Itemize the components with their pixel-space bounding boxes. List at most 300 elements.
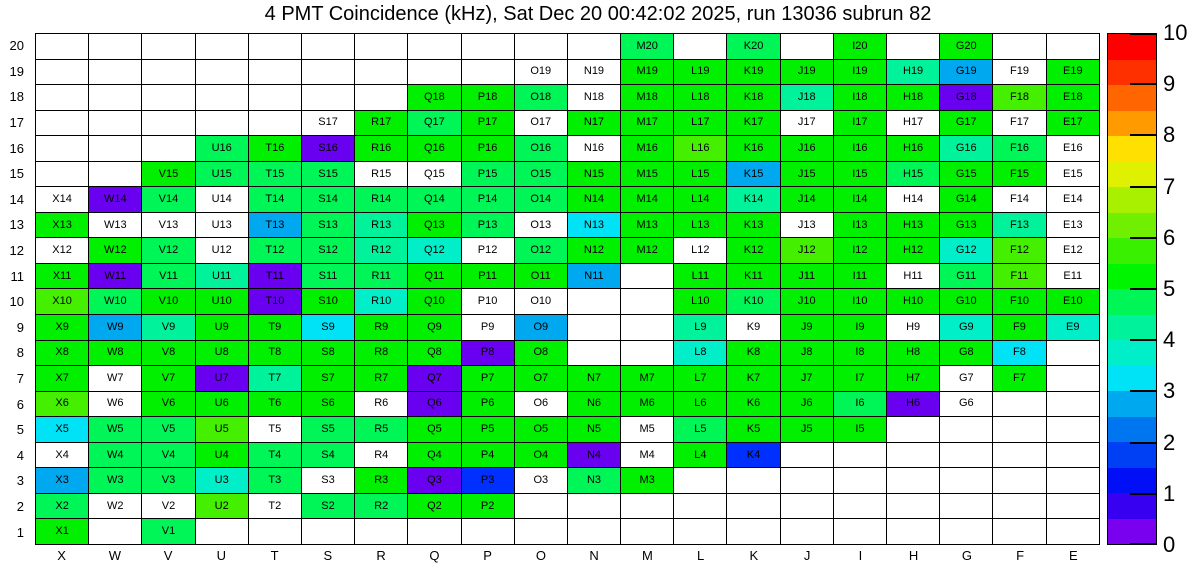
heatmap-cell: J5	[780, 417, 833, 443]
heatmap-cell	[89, 136, 142, 162]
heatmap-cell: R8	[355, 340, 408, 366]
heatmap-cell: N19	[567, 59, 620, 85]
col-label: I	[858, 548, 863, 563]
heatmap-cell: H11	[887, 263, 940, 289]
heatmap-cell	[195, 110, 248, 136]
heatmap-cell	[833, 493, 886, 519]
heatmap-cell: T8	[248, 340, 301, 366]
heatmap-row	[36, 442, 1100, 468]
heatmap-cell	[355, 34, 408, 60]
heatmap-cell: T11	[248, 263, 301, 289]
heatmap-cell	[408, 59, 461, 85]
heatmap-cell: K10	[727, 289, 780, 315]
heatmap-row	[36, 315, 1100, 341]
heatmap-cell: H13	[887, 212, 940, 238]
heatmap-cell: P14	[461, 187, 514, 213]
heatmap-cell: Q10	[408, 289, 461, 315]
heatmap-cell: I7	[833, 366, 886, 392]
heatmap-cell: X7	[36, 366, 89, 392]
col-label: T	[270, 548, 279, 563]
heatmap-cell: P11	[461, 263, 514, 289]
heatmap-cell	[36, 136, 89, 162]
heatmap-cell	[514, 493, 567, 519]
heatmap-cell	[1046, 468, 1099, 494]
heatmap-cell: U3	[195, 468, 248, 494]
heatmap-cell: S8	[301, 340, 354, 366]
heatmap-cell: O10	[514, 289, 567, 315]
heatmap-cell: J8	[780, 340, 833, 366]
heatmap-cell	[1046, 417, 1099, 443]
heatmap-cell: I19	[833, 59, 886, 85]
heatmap-cell	[195, 34, 248, 60]
row-label: 1	[16, 524, 24, 540]
heatmap-cell	[993, 34, 1046, 60]
heatmap-cell: P6	[461, 391, 514, 417]
heatmap-cell: F11	[993, 263, 1046, 289]
heatmap-row	[36, 238, 1100, 264]
row-label: 6	[16, 396, 24, 412]
heatmap-cell: Q3	[408, 468, 461, 494]
row-label: 20	[9, 38, 24, 54]
heatmap-cell: P8	[461, 340, 514, 366]
col-label: O	[535, 548, 546, 563]
heatmap-cell: L19	[674, 59, 727, 85]
heatmap-cell	[993, 417, 1046, 443]
heatmap-cell: X10	[36, 289, 89, 315]
heatmap-cell: T15	[248, 161, 301, 187]
heatmap-cell: E12	[1046, 238, 1099, 264]
heatmap-cell: N14	[567, 187, 620, 213]
heatmap-cell: K16	[727, 136, 780, 162]
heatmap-cell: J9	[780, 315, 833, 341]
heatmap-cell: G13	[940, 212, 993, 238]
heatmap-cell: T2	[248, 493, 301, 519]
heatmap-cell: R4	[355, 442, 408, 468]
heatmap-cell	[1046, 366, 1099, 392]
heatmap-cell: N12	[567, 238, 620, 264]
heatmap-cell: Q11	[408, 263, 461, 289]
heatmap-row	[36, 468, 1100, 494]
heatmap-cell	[89, 161, 142, 187]
heatmap-cell	[514, 519, 567, 545]
heatmap-cell: S7	[301, 366, 354, 392]
heatmap-cell	[408, 34, 461, 60]
heatmap-cell: O6	[514, 391, 567, 417]
row-label: 12	[9, 243, 24, 259]
heatmap-cell: S5	[301, 417, 354, 443]
heatmap-cell: O18	[514, 85, 567, 111]
heatmap-cell: W13	[89, 212, 142, 238]
heatmap-cell: W2	[89, 493, 142, 519]
heatmap-cell	[780, 442, 833, 468]
heatmap-cell: R13	[355, 212, 408, 238]
heatmap-cell: N16	[567, 136, 620, 162]
heatmap-cell: U12	[195, 238, 248, 264]
heatmap-cell	[461, 59, 514, 85]
heatmap-cell: H10	[887, 289, 940, 315]
col-label: S	[323, 548, 333, 563]
heatmap-cell: X11	[36, 263, 89, 289]
heatmap-cell	[248, 59, 301, 85]
heatmap-cell: H19	[887, 59, 940, 85]
heatmap-cell: Q14	[408, 187, 461, 213]
heatmap-cell: V2	[142, 493, 195, 519]
heatmap-cell: E11	[1046, 263, 1099, 289]
heatmap-cell	[780, 34, 833, 60]
colorbar-ticks	[1107, 33, 1157, 545]
heatmap-cell: K17	[727, 110, 780, 136]
row-label: 17	[9, 115, 24, 131]
heatmap-cell: U10	[195, 289, 248, 315]
heatmap-cell: U2	[195, 493, 248, 519]
col-label: N	[589, 548, 599, 563]
heatmap-cell: G17	[940, 110, 993, 136]
heatmap-cell	[355, 59, 408, 85]
colorbar-tick-label: 8	[1163, 122, 1176, 147]
heatmap-cell: J11	[780, 263, 833, 289]
heatmap-cell: O4	[514, 442, 567, 468]
heatmap-cell: E17	[1046, 110, 1099, 136]
heatmap-cell: G10	[940, 289, 993, 315]
heatmap-cell: I10	[833, 289, 886, 315]
heatmap-cell	[567, 340, 620, 366]
colorbar-tick	[1130, 390, 1156, 392]
heatmap-cell: P3	[461, 468, 514, 494]
heatmap-cell: Q6	[408, 391, 461, 417]
heatmap-cell: I11	[833, 263, 886, 289]
col-label: H	[908, 548, 919, 563]
heatmap-cell: R16	[355, 136, 408, 162]
heatmap-cell: M16	[621, 136, 674, 162]
heatmap-cell: N15	[567, 161, 620, 187]
colorbar-tick-label: 6	[1163, 225, 1176, 250]
heatmap-cell: Q7	[408, 366, 461, 392]
heatmap-cell: K20	[727, 34, 780, 60]
heatmap-cell: G6	[940, 391, 993, 417]
heatmap-cell: R5	[355, 417, 408, 443]
heatmap-cell: P16	[461, 136, 514, 162]
heatmap-cell: U16	[195, 136, 248, 162]
heatmap-cell: M3	[621, 468, 674, 494]
heatmap-cell	[567, 315, 620, 341]
heatmap-cell: S12	[301, 238, 354, 264]
heatmap-cell: O17	[514, 110, 567, 136]
heatmap-cell	[1046, 493, 1099, 519]
colorbar-tick-label: 3	[1163, 378, 1176, 403]
heatmap-cell: T10	[248, 289, 301, 315]
colorbar-tick-label: 7	[1163, 174, 1176, 199]
heatmap-cell: V15	[142, 161, 195, 187]
row-label: 5	[16, 422, 24, 438]
heatmap-cell	[940, 519, 993, 545]
heatmap-cell: U15	[195, 161, 248, 187]
heatmap-cell: P17	[461, 110, 514, 136]
heatmap-cell: M15	[621, 161, 674, 187]
heatmap-cell: J14	[780, 187, 833, 213]
colorbar-tick-labels	[1163, 20, 1196, 557]
heatmap-cell	[301, 519, 354, 545]
heatmap-cell: Q4	[408, 442, 461, 468]
heatmap-row	[36, 366, 1100, 392]
heatmap-cell: M7	[621, 366, 674, 392]
heatmap-cell	[195, 85, 248, 111]
heatmap-cell: K6	[727, 391, 780, 417]
heatmap-table	[35, 33, 1100, 545]
heatmap-cell: P15	[461, 161, 514, 187]
heatmap-cell: X14	[36, 187, 89, 213]
heatmap-row	[36, 59, 1100, 85]
heatmap-cell	[780, 493, 833, 519]
heatmap-row	[36, 263, 1100, 289]
heatmap-cell: X13	[36, 212, 89, 238]
heatmap-cell: G14	[940, 187, 993, 213]
heatmap-cell	[621, 493, 674, 519]
heatmap-cell: Q13	[408, 212, 461, 238]
heatmap-cell: R2	[355, 493, 408, 519]
heatmap-cell: P4	[461, 442, 514, 468]
heatmap-cell: L6	[674, 391, 727, 417]
heatmap-cell	[621, 519, 674, 545]
colorbar-tick	[1130, 237, 1156, 239]
heatmap-cell: T7	[248, 366, 301, 392]
heatmap-cell: V14	[142, 187, 195, 213]
heatmap-cell	[248, 519, 301, 545]
col-label: P	[483, 548, 492, 563]
heatmap-cell: N6	[567, 391, 620, 417]
heatmap-cell: L17	[674, 110, 727, 136]
colorbar-tick	[1130, 288, 1156, 290]
heatmap-cell: P12	[461, 238, 514, 264]
heatmap-cell: N17	[567, 110, 620, 136]
colorbar-tick	[1130, 543, 1156, 545]
heatmap-cell: G7	[940, 366, 993, 392]
heatmap-cell	[993, 442, 1046, 468]
row-label: 9	[16, 319, 24, 335]
heatmap-cell: R15	[355, 161, 408, 187]
heatmap-cell: N18	[567, 85, 620, 111]
heatmap-cell: M20	[621, 34, 674, 60]
colorbar-tick	[1130, 442, 1156, 444]
heatmap-cell: O12	[514, 238, 567, 264]
heatmap-cell: M18	[621, 85, 674, 111]
heatmap-cell: X5	[36, 417, 89, 443]
heatmap-cell	[887, 417, 940, 443]
plot-title: 4 PMT Coincidence (kHz), Sat Dec 20 00:42:02 2025, run 13036 subrun 82	[264, 3, 932, 25]
heatmap-cell: M13	[621, 212, 674, 238]
heatmap-cell: R3	[355, 468, 408, 494]
heatmap-cell: F9	[993, 315, 1046, 341]
heatmap-cell: G11	[940, 263, 993, 289]
heatmap-cell	[993, 391, 1046, 417]
heatmap-cell: F10	[993, 289, 1046, 315]
heatmap-cell: S14	[301, 187, 354, 213]
heatmap-cell: N13	[567, 212, 620, 238]
heatmap-cell: V8	[142, 340, 195, 366]
heatmap-cell: N5	[567, 417, 620, 443]
heatmap-cell: V3	[142, 468, 195, 494]
heatmap-cell	[36, 110, 89, 136]
heatmap-cell	[621, 340, 674, 366]
heatmap-cell: O13	[514, 212, 567, 238]
heatmap-cell	[301, 85, 354, 111]
heatmap-cell: O8	[514, 340, 567, 366]
heatmap-cell: U13	[195, 212, 248, 238]
heatmap-cell	[89, 34, 142, 60]
colorbar-tick	[1130, 493, 1156, 495]
heatmap-cell: O9	[514, 315, 567, 341]
heatmap-cell: F17	[993, 110, 1046, 136]
heatmap-cell	[567, 289, 620, 315]
heatmap-cell: G16	[940, 136, 993, 162]
colorbar-tick-label: 9	[1163, 71, 1176, 96]
heatmap-cell: L15	[674, 161, 727, 187]
heatmap-row	[36, 519, 1100, 545]
heatmap-cell: H16	[887, 136, 940, 162]
heatmap-cell: O14	[514, 187, 567, 213]
heatmap-cell	[940, 468, 993, 494]
heatmap-cell: L13	[674, 212, 727, 238]
heatmap-cell: O5	[514, 417, 567, 443]
heatmap-cell	[621, 315, 674, 341]
heatmap-row	[36, 289, 1100, 315]
heatmap-cell: Q12	[408, 238, 461, 264]
heatmap-cell: K7	[727, 366, 780, 392]
heatmap-cell	[887, 493, 940, 519]
heatmap-cell: K19	[727, 59, 780, 85]
heatmap-cell: S11	[301, 263, 354, 289]
heatmap-cell: R9	[355, 315, 408, 341]
heatmap-cell: J6	[780, 391, 833, 417]
heatmap-cell: I12	[833, 238, 886, 264]
col-label: G	[961, 548, 972, 563]
heatmap-cell: K13	[727, 212, 780, 238]
heatmap-cell: F19	[993, 59, 1046, 85]
heatmap-cell	[461, 519, 514, 545]
heatmap-cell	[887, 468, 940, 494]
heatmap-cell	[993, 468, 1046, 494]
heatmap-cell: X1	[36, 519, 89, 545]
heatmap-row	[36, 391, 1100, 417]
heatmap-cell: L18	[674, 85, 727, 111]
heatmap-cell	[514, 34, 567, 60]
col-label: E	[1069, 548, 1078, 563]
heatmap-cell: T3	[248, 468, 301, 494]
heatmap-cell	[89, 519, 142, 545]
heatmap-cell: T4	[248, 442, 301, 468]
colorbar-tick	[1130, 186, 1156, 188]
heatmap-cell	[301, 59, 354, 85]
heatmap-cell	[780, 468, 833, 494]
heatmap-cell	[674, 519, 727, 545]
heatmap-cell: W9	[89, 315, 142, 341]
heatmap-cell: I17	[833, 110, 886, 136]
heatmap-cell	[355, 85, 408, 111]
heatmap-cell: P9	[461, 315, 514, 341]
heatmap-cell	[36, 34, 89, 60]
heatmap-cell	[567, 493, 620, 519]
x-axis-column-labels	[35, 548, 1100, 568]
heatmap-row	[36, 340, 1100, 366]
heatmap-cell	[887, 34, 940, 60]
heatmap-cell: G15	[940, 161, 993, 187]
heatmap-cell: Q8	[408, 340, 461, 366]
heatmap-cell: G18	[940, 85, 993, 111]
heatmap-cell: S15	[301, 161, 354, 187]
heatmap-cell: W6	[89, 391, 142, 417]
heatmap-cell: F13	[993, 212, 1046, 238]
heatmap-cell: W8	[89, 340, 142, 366]
colorbar-tick-label: 5	[1163, 276, 1176, 301]
row-label: 8	[16, 345, 24, 361]
heatmap-cell: J15	[780, 161, 833, 187]
heatmap-cell: I9	[833, 315, 886, 341]
heatmap-cell: S2	[301, 493, 354, 519]
heatmap-cell: V7	[142, 366, 195, 392]
heatmap-cell: M14	[621, 187, 674, 213]
heatmap-cell: F15	[993, 161, 1046, 187]
heatmap-cell: X6	[36, 391, 89, 417]
col-label: M	[641, 548, 653, 563]
heatmap-cell	[1046, 34, 1099, 60]
heatmap-cell: V11	[142, 263, 195, 289]
heatmap-row	[36, 161, 1100, 187]
heatmap-cell: I15	[833, 161, 886, 187]
heatmap-cell: M4	[621, 442, 674, 468]
heatmap-cell: F12	[993, 238, 1046, 264]
heatmap-cell	[567, 34, 620, 60]
heatmap-cell: O16	[514, 136, 567, 162]
heatmap-cell: J17	[780, 110, 833, 136]
heatmap-cell: I18	[833, 85, 886, 111]
row-label: 16	[9, 140, 24, 156]
heatmap-cell	[887, 442, 940, 468]
heatmap-cell: U14	[195, 187, 248, 213]
heatmap-cell	[621, 263, 674, 289]
heatmap-cell: L9	[674, 315, 727, 341]
heatmap-cell: S9	[301, 315, 354, 341]
heatmap-cell: G20	[940, 34, 993, 60]
heatmap-cell	[940, 442, 993, 468]
heatmap-cell: R7	[355, 366, 408, 392]
heatmap-cell: L10	[674, 289, 727, 315]
heatmap-cell: Q9	[408, 315, 461, 341]
heatmap-cell: P5	[461, 417, 514, 443]
heatmap-cell: K9	[727, 315, 780, 341]
col-label: X	[57, 548, 66, 563]
colorbar-tick	[1130, 339, 1156, 341]
heatmap-cell: E10	[1046, 289, 1099, 315]
heatmap-cell: H14	[887, 187, 940, 213]
col-label: F	[1016, 548, 1025, 563]
heatmap-cell: T16	[248, 136, 301, 162]
heatmap-cell: H6	[887, 391, 940, 417]
heatmap-cell: L16	[674, 136, 727, 162]
heatmap-cell: Q16	[408, 136, 461, 162]
heatmap-cell: X2	[36, 493, 89, 519]
heatmap-cell: T5	[248, 417, 301, 443]
heatmap-row	[36, 85, 1100, 111]
heatmap-cell: W11	[89, 263, 142, 289]
heatmap-cell: M6	[621, 391, 674, 417]
heatmap-cell: P7	[461, 366, 514, 392]
heatmap-cell	[993, 519, 1046, 545]
heatmap-cell: S16	[301, 136, 354, 162]
heatmap-cell: T13	[248, 212, 301, 238]
heatmap-cell: M12	[621, 238, 674, 264]
heatmap-cell	[940, 493, 993, 519]
heatmap-cell: V12	[142, 238, 195, 264]
colorbar-tick	[1130, 33, 1156, 35]
